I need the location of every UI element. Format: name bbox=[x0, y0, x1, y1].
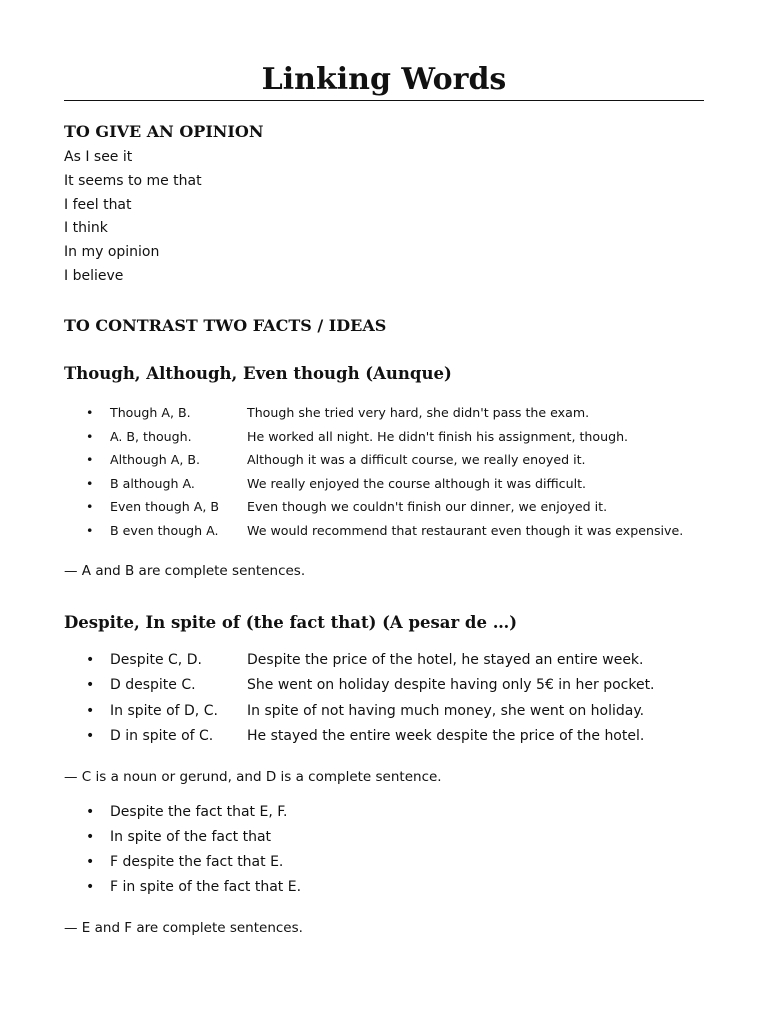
though-note: — A and B are complete sentences. bbox=[64, 563, 306, 579]
pattern: Although A, B. bbox=[110, 452, 200, 467]
list-item: It seems to me that bbox=[64, 172, 202, 189]
bullet-icon: • bbox=[86, 804, 95, 820]
example: Although it was a difficult course, we really enoyed it. bbox=[247, 452, 586, 467]
pattern: In spite of D, C. bbox=[110, 702, 218, 719]
example: She went on holiday despite having only 5€ in her pocket. bbox=[247, 677, 655, 694]
opinion-list bbox=[64, 146, 202, 289]
pattern: A. B, though. bbox=[110, 428, 192, 444]
pattern: F despite the fact that E. bbox=[110, 854, 284, 870]
title-divider bbox=[64, 100, 704, 101]
list-item: I feel that bbox=[64, 196, 132, 213]
list-item: In my opinion bbox=[64, 244, 160, 261]
example: In spite of not having much money, she went on holiday. bbox=[247, 702, 645, 719]
bullet-icon: • bbox=[86, 452, 94, 467]
despite-heading: Despite, In spite of (the fact that) (A pesar de …) bbox=[64, 613, 518, 632]
example: We would recommend that restaurant even though it was expensive. bbox=[247, 522, 684, 538]
bullet-icon: • bbox=[86, 475, 94, 491]
contrast-heading: TO CONTRAST TWO FACTS / IDEAS bbox=[64, 316, 387, 335]
pattern: B even though A. bbox=[110, 522, 219, 538]
example: We really enjoyed the course although it was difficult. bbox=[247, 475, 587, 491]
bullet-icon: • bbox=[86, 829, 95, 845]
list-item: I think bbox=[64, 220, 108, 237]
pattern: In spite of the fact that bbox=[110, 829, 272, 845]
bullet-icon: • bbox=[86, 702, 95, 719]
though-heading: Though, Although, Even though (Aunque) bbox=[64, 364, 452, 383]
bullet-icon: • bbox=[86, 652, 95, 668]
bullet-icon: • bbox=[86, 879, 95, 895]
bullet-icon: • bbox=[86, 405, 94, 420]
pattern: Even though A, B bbox=[110, 499, 219, 514]
pattern: D in spite of C. bbox=[110, 727, 214, 744]
pattern: Though A, B. bbox=[110, 405, 191, 420]
pattern: Despite C, D. bbox=[110, 652, 202, 668]
bullet-icon: • bbox=[86, 677, 95, 694]
example: Though she tried very hard, she didn't pass the exam. bbox=[247, 405, 590, 420]
bullet-icon: • bbox=[86, 522, 94, 538]
pattern: B although A. bbox=[110, 475, 195, 491]
despite-note: — C is a noun or gerund, and D is a complete sentence. bbox=[64, 769, 442, 785]
bullet-icon: • bbox=[86, 727, 95, 744]
page-title: Linking Words bbox=[261, 62, 507, 97]
list-item: I believe bbox=[64, 267, 124, 284]
pattern: F in spite of the fact that E. bbox=[110, 879, 302, 895]
example: Despite the price of the hotel, he stayed an entire week. bbox=[247, 652, 644, 668]
bullet-icon: • bbox=[86, 428, 94, 444]
example: He worked all night. He didn't finish his assignment, though. bbox=[247, 428, 629, 444]
bullet-icon: • bbox=[86, 499, 94, 514]
example: He stayed the entire week despite the price of the hotel. bbox=[247, 727, 645, 744]
opinion-heading: TO GIVE AN OPINION bbox=[64, 122, 264, 141]
bullet-icon: • bbox=[86, 854, 95, 870]
example: Even though we couldn't finish our dinner, we enjoyed it. bbox=[247, 499, 608, 514]
fact-that-note: — E and F are complete sentences. bbox=[64, 920, 303, 936]
pattern: Despite the fact that E, F. bbox=[110, 804, 288, 820]
list-item: As I see it bbox=[64, 149, 133, 165]
pattern: D despite C. bbox=[110, 677, 196, 694]
